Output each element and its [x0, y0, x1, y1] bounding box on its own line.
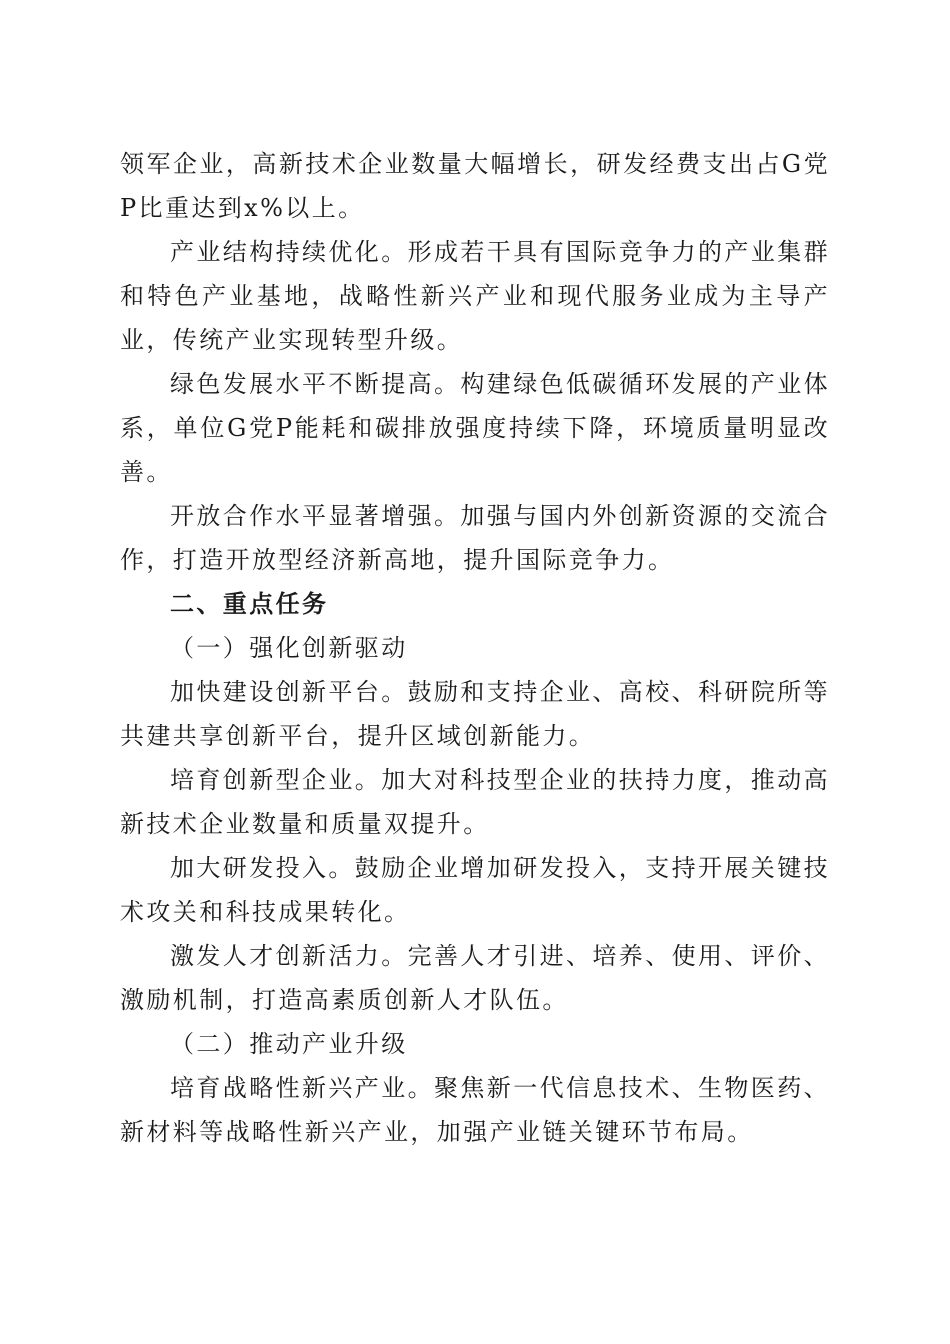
paragraph-continuation: 领军企业，高新技术企业数量大幅增长，研发经费支出占G党P比重达到x%以上。: [120, 150, 830, 222]
document-page: [120, 142, 830, 1154]
paragraph-innovation-platform: 加快建设创新平台。鼓励和支持企业、高校、科研院所等共建共享创新平台，提升区域创新能力。: [120, 678, 830, 750]
subsection-title-industry-upgrade: （二）推动产业升级: [170, 1030, 408, 1058]
subsection-title-innovation: （一）强化创新驱动: [170, 634, 408, 662]
section-title: 二、重点任务: [170, 590, 329, 618]
paragraph-green-development: 绿色发展水平不断提高。构建绿色低碳循环发展的产业体系，单位G党P能耗和碳排放强度持续下降，环境质量明显改善。: [120, 370, 830, 486]
paragraph-industrial-structure: 产业结构持续优化。形成若干具有国际竞争力的产业集群和特色产业基地，战略性新兴产业和现代服务业成为主导产业，传统产业实现转型升级。: [120, 238, 830, 354]
paragraph-innovative-enterprises: 培育创新型企业。加大对科技型企业的扶持力度，推动高新技术企业数量和质量双提升。: [120, 766, 830, 838]
paragraph-talent: 激发人才创新活力。完善人才引进、培养、使用、评价、激励机制，打造高素质创新人才队伍。: [120, 942, 830, 1014]
paragraph-open-cooperation: 开放合作水平显著增强。加强与国内外创新资源的交流合作，打造开放型经济新高地，提升国际竞争力。: [120, 502, 830, 574]
paragraph-rd-investment: 加大研发投入。鼓励企业增加研发投入，支持开展关键技术攻关和科技成果转化。: [120, 854, 830, 926]
paragraph-emerging-industries: 培育战略性新兴产业。聚焦新一代信息技术、生物医药、新材料等战略性新兴产业，加强产业链关键环节布局。: [120, 1074, 830, 1146]
